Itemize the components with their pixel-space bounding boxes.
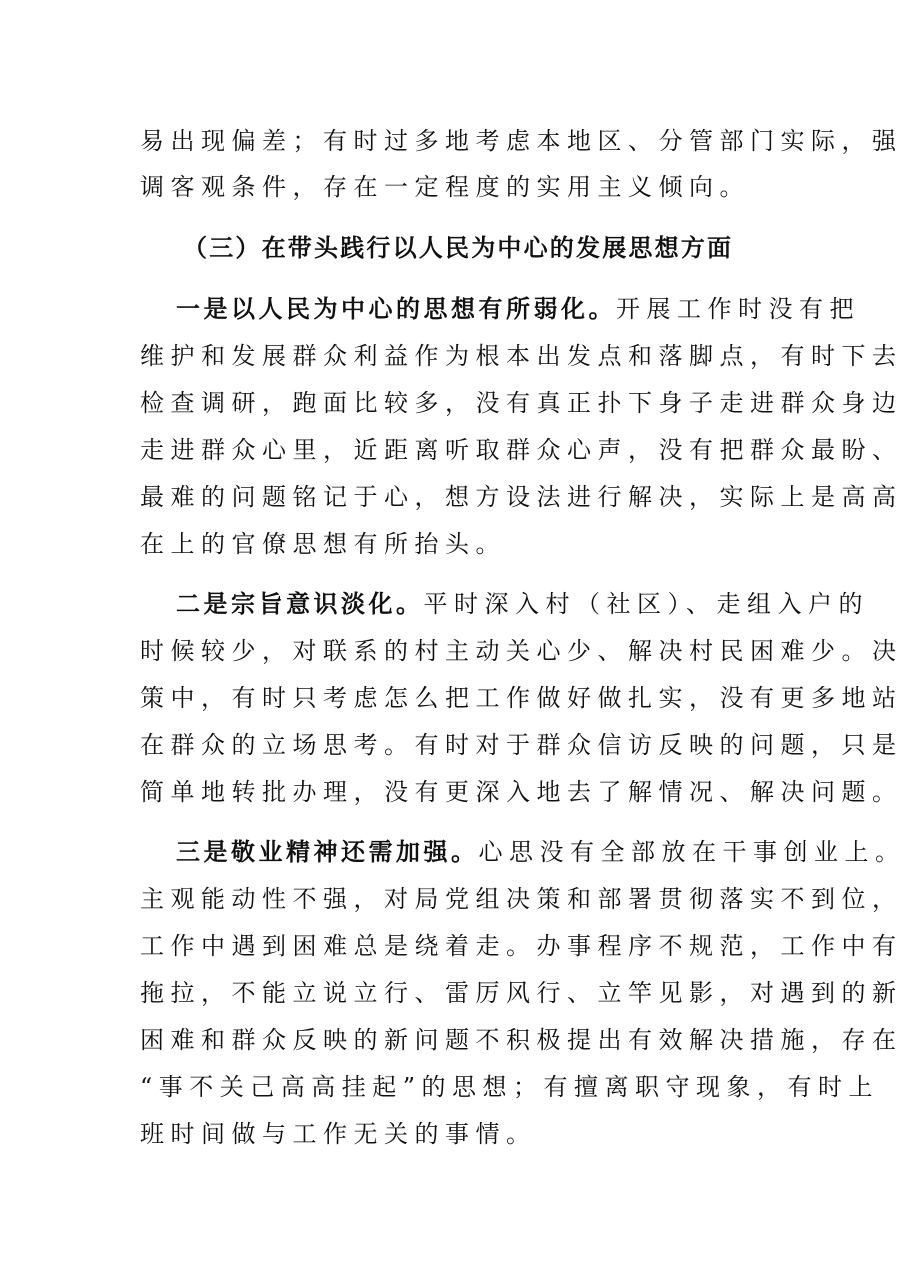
line-text: 策中，有时只考虑怎么把工作做好做扎实，没有更多地站 <box>140 684 903 712</box>
paragraph-line <box>140 678 903 718</box>
line-text: 拖拉，不能立说立行、雷厉风行、立竿见影，对遇到的新 <box>140 979 903 1007</box>
paragraph-line <box>140 121 903 161</box>
line-text: 最难的问题铭记于心，想方设法进行解决，实际上是高高 <box>140 483 903 511</box>
line-text: 困难和群众反映的新问题不积极提出有效解决措施，存在 <box>140 1026 903 1054</box>
paragraph-line <box>140 1067 879 1107</box>
line-text: 调客观条件，存在一定程度的实用主义倾向。 <box>140 173 750 201</box>
line-text: 班时间做与工作无关的事情。 <box>140 1120 537 1148</box>
section-heading <box>183 228 733 268</box>
paragraph-line <box>140 772 903 812</box>
line-text: 平时深入村（社区）、走组入户的 <box>423 590 869 618</box>
paragraph-line <box>140 879 903 919</box>
paragraph-line <box>140 631 903 671</box>
line-text: 心思没有全部放在干事创业上。 <box>478 838 906 866</box>
paragraph-line <box>140 383 903 423</box>
line-text: 工作中遇到困难总是绕着走。办事程序不规范，工作中有 <box>140 932 903 960</box>
paragraph-line <box>140 430 903 470</box>
paragraph-line <box>140 477 903 517</box>
paragraph-lead: 三是敬业精神还需加强。 <box>176 838 479 866</box>
line-text: 在上的官僚思想有所抬头。 <box>140 530 506 558</box>
line-text: 检查调研，跑面比较多，没有真正扑下身子走进群众身边 <box>140 389 903 417</box>
heading-text: （三）在带头践行以人民为中心的发展思想方面 <box>183 234 734 262</box>
line-text: 主观能动性不强，对局党组决策和部署贯彻落实不到位， <box>140 885 903 913</box>
line-text: 在群众的立场思考。有时对于群众信访反映的问题，只是 <box>140 731 903 759</box>
paragraph-line <box>140 1020 903 1060</box>
line-text: 开展工作时没有把 <box>616 295 860 323</box>
line-text: 维护和发展群众利益作为根本出发点和落脚点，有时下去 <box>140 342 903 370</box>
line-text: 时候较少，对联系的村主动关心少、解决村民困难少。决 <box>140 637 903 665</box>
line-text: 易出现偏差；有时过多地考虑本地区、分管部门实际，强 <box>140 127 903 155</box>
paragraph-lead: 一是以人民为中心的思想有所弱化。 <box>176 295 616 323</box>
line-text: 走进群众心里，近距离听取群众心声，没有把群众最盼、 <box>140 436 903 464</box>
paragraph-line <box>140 926 903 966</box>
paragraph-line <box>176 832 906 872</box>
paragraph-lead: 二是宗旨意识淡化。 <box>176 590 424 618</box>
paragraph-line <box>140 336 903 376</box>
paragraph-line <box>176 289 860 329</box>
paragraph-line <box>140 725 903 765</box>
line-text: “事不关己高高挂起”的思想；有擅离职守现象，有时上 <box>140 1073 880 1101</box>
paragraph-line <box>140 973 903 1013</box>
paragraph-line <box>140 167 750 207</box>
paragraph-line <box>140 1114 537 1154</box>
paragraph-line <box>176 584 869 624</box>
line-text: 简单地转批办理，没有更深入地去了解情况、解决问题。 <box>140 778 903 806</box>
paragraph-line <box>140 524 506 564</box>
